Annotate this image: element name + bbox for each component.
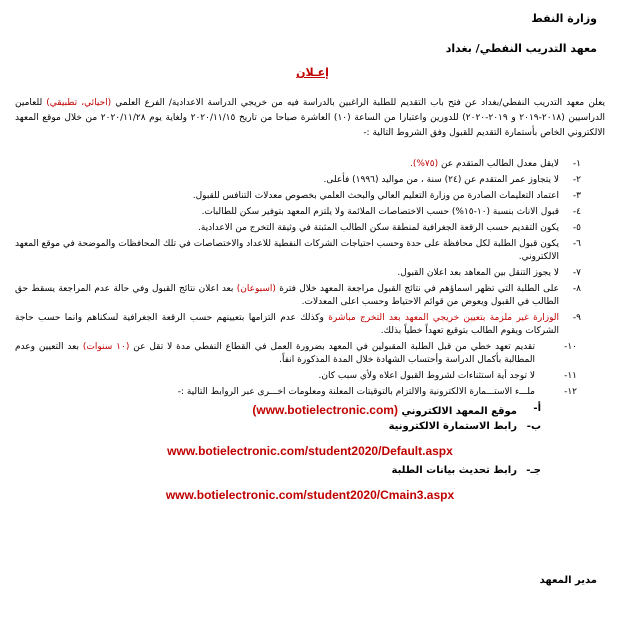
signature-title: مدير المعهد xyxy=(539,575,597,586)
condition-item xyxy=(15,370,605,383)
link-a-label: موقع المعهد الالكتروني xyxy=(401,406,517,417)
condition-item xyxy=(15,222,605,235)
link-c-url-row xyxy=(15,484,605,503)
link-a-letter: أ- xyxy=(533,403,541,414)
condition-number: ١١- xyxy=(564,371,577,381)
condition-item xyxy=(15,190,605,203)
condition-number: ٧- xyxy=(572,268,581,278)
condition-item xyxy=(15,267,605,280)
website-link[interactable]: (www.botielectronic.com) xyxy=(252,403,398,417)
intro-text-1: يعلن معهد التدريب النفطي/بغداد عن فتح باب التقديم للطلبة الراغبين بالدراسة فيه من خريجي الدراسة الاعدادية/ الفرع العلمي xyxy=(111,98,605,108)
application-form-link[interactable]: www.botielectronic.com/student2020/Default.aspx xyxy=(167,444,453,458)
conditions-list xyxy=(15,158,605,509)
condition-number: ١٢- xyxy=(564,387,577,397)
condition-item xyxy=(15,174,605,187)
link-c-row xyxy=(15,465,605,476)
condition-text: قبول الاناث بنسبة (١٠-١٥%) حسب الاختصاصات الملائمة ولا يلتزم المعهد بتوفير سكن للطالبات. xyxy=(201,207,559,217)
condition-text-end: وكذلك عدم التزامها بتعيينهم حسب الرقعة الجغرافية لسكناهم وانما حسب حاجة الشركات ويقوم الطالب بتوقيع تعهداً خطياً بذلك. xyxy=(15,313,559,336)
condition-item xyxy=(15,158,605,171)
condition-text: لا يتجاوز عمر المتقدم عن (٢٤) سنة ، من مواليد (١٩٩٦) فأعلى. xyxy=(323,175,559,185)
condition-number: ٤- xyxy=(572,207,581,217)
condition-number: ٢- xyxy=(572,175,581,185)
link-c-letter: جـ- xyxy=(526,465,541,476)
intro-text-2: للعامين الدراسيين (٢٠١٨-٢٠١٩ و ٢٠١٩-٢٠٢٠) للدورين واعتبارا من الساعة (١٠) العاشرة صباحا من تاريخ ٢٠٢٠/١١/١٥ ولغاية يوم ٢٠٢٠/١١/٢٨ من خلال موقع المعهد الالكتروني الخاص بأستمارة التقديم للقبول وفق الشروط التالية :- xyxy=(15,98,605,138)
institute-name: معهد التدريب النفطي/ بغداد xyxy=(445,42,597,55)
condition-highlight: (١٠ سنوات) xyxy=(82,342,130,352)
condition-item xyxy=(15,386,605,399)
condition-item xyxy=(15,341,605,367)
ministry-name: وزارة النفط xyxy=(531,12,597,25)
condition-text-end: بعد التعيين وعدم المطالبة بأكمال الدراسة وأحتساب الشهادة خلال المدة المذكورة انفاً. xyxy=(15,342,535,365)
announcement-title: إعـلان xyxy=(296,66,329,79)
condition-text: اعتماد التعليمات الصادرة من وزارة التعليم العالي والبحث العلمي بخصوص معدلات التنافس للقبول. xyxy=(192,191,559,201)
condition-highlight: الوزارة غير ملزمة بتعيين خريجي المعهد بعد التخرج مباشرة xyxy=(328,313,559,323)
condition-text: يكون قبول الطلبة لكل محافظة على حدة وحسب احتياجات الشركات النفطية للاعداد والاختصاصات في تلك المحافظات والموضحة في موقع المعهد الالكتروني. xyxy=(15,239,559,262)
condition-number: ٥- xyxy=(572,223,581,233)
intro-branch: (احيائي، تطبيقي) xyxy=(46,98,112,108)
condition-text: لا توجد أية استثناءات لشروط القبول اعلاه ولأي سبب كان. xyxy=(318,371,535,381)
condition-number: ٨- xyxy=(572,284,581,294)
condition-number: ١٠- xyxy=(564,342,577,352)
condition-text: ملـــء الاستـــمارة الالكترونية والالتزام بالتوقيتات المعلنة ومعلومات اخـــرى عبر الروابط التالية :- xyxy=(177,387,535,397)
link-b-letter: ب- xyxy=(526,421,541,432)
condition-item xyxy=(15,283,605,309)
link-b-row xyxy=(15,421,605,432)
condition-number: ٣- xyxy=(572,191,581,201)
link-a-row xyxy=(15,403,605,417)
condition-text: يكون التقديم حسب الرقعة الجغرافية لمنطقة سكن الطالب المثبتة في وثيقة التخرج من الاعدادية. xyxy=(197,223,559,233)
intro-paragraph xyxy=(15,96,605,141)
condition-number: ١- xyxy=(572,159,581,169)
student-update-link[interactable]: www.botielectronic.com/student2020/Cmain3.aspx xyxy=(165,488,455,502)
link-b-label: رابط الاستمارة الالكترونية xyxy=(388,421,517,432)
condition-text-end: بعد اعلان نتائج القبول وفي حالة عدم المراجعة يسقط حق الطالب في القبول ويعوض من قوائم الاحتياط وحسب اعلى المعدلات. xyxy=(15,284,559,307)
condition-text: لا يجوز التنقل بين المعاهد بعد اعلان القبول. xyxy=(397,268,559,278)
condition-text: لايقل معدل الطالب المتقدم عن xyxy=(438,159,559,169)
condition-text: تقديم تعهد خطي من قبل الطلبة المقبولين في المعهد بضرورة العمل في القطاع النفطي مدة لا تقل عن xyxy=(129,342,535,352)
condition-item xyxy=(15,206,605,219)
link-b-url-row xyxy=(15,440,605,459)
condition-highlight: (اسبوعان) xyxy=(236,284,276,294)
condition-highlight: (٧٥%). xyxy=(409,159,439,169)
condition-number: ٩- xyxy=(572,313,581,323)
condition-item xyxy=(15,238,605,264)
link-c-label: رابط تحديث بيانات الطلبة xyxy=(391,465,517,476)
condition-item xyxy=(15,312,605,338)
condition-text: على الطلبة التي تظهر اسماؤهم في نتائج القبول مراجعة المعهد خلال فترة xyxy=(275,284,559,294)
condition-number: ٦- xyxy=(572,239,581,249)
